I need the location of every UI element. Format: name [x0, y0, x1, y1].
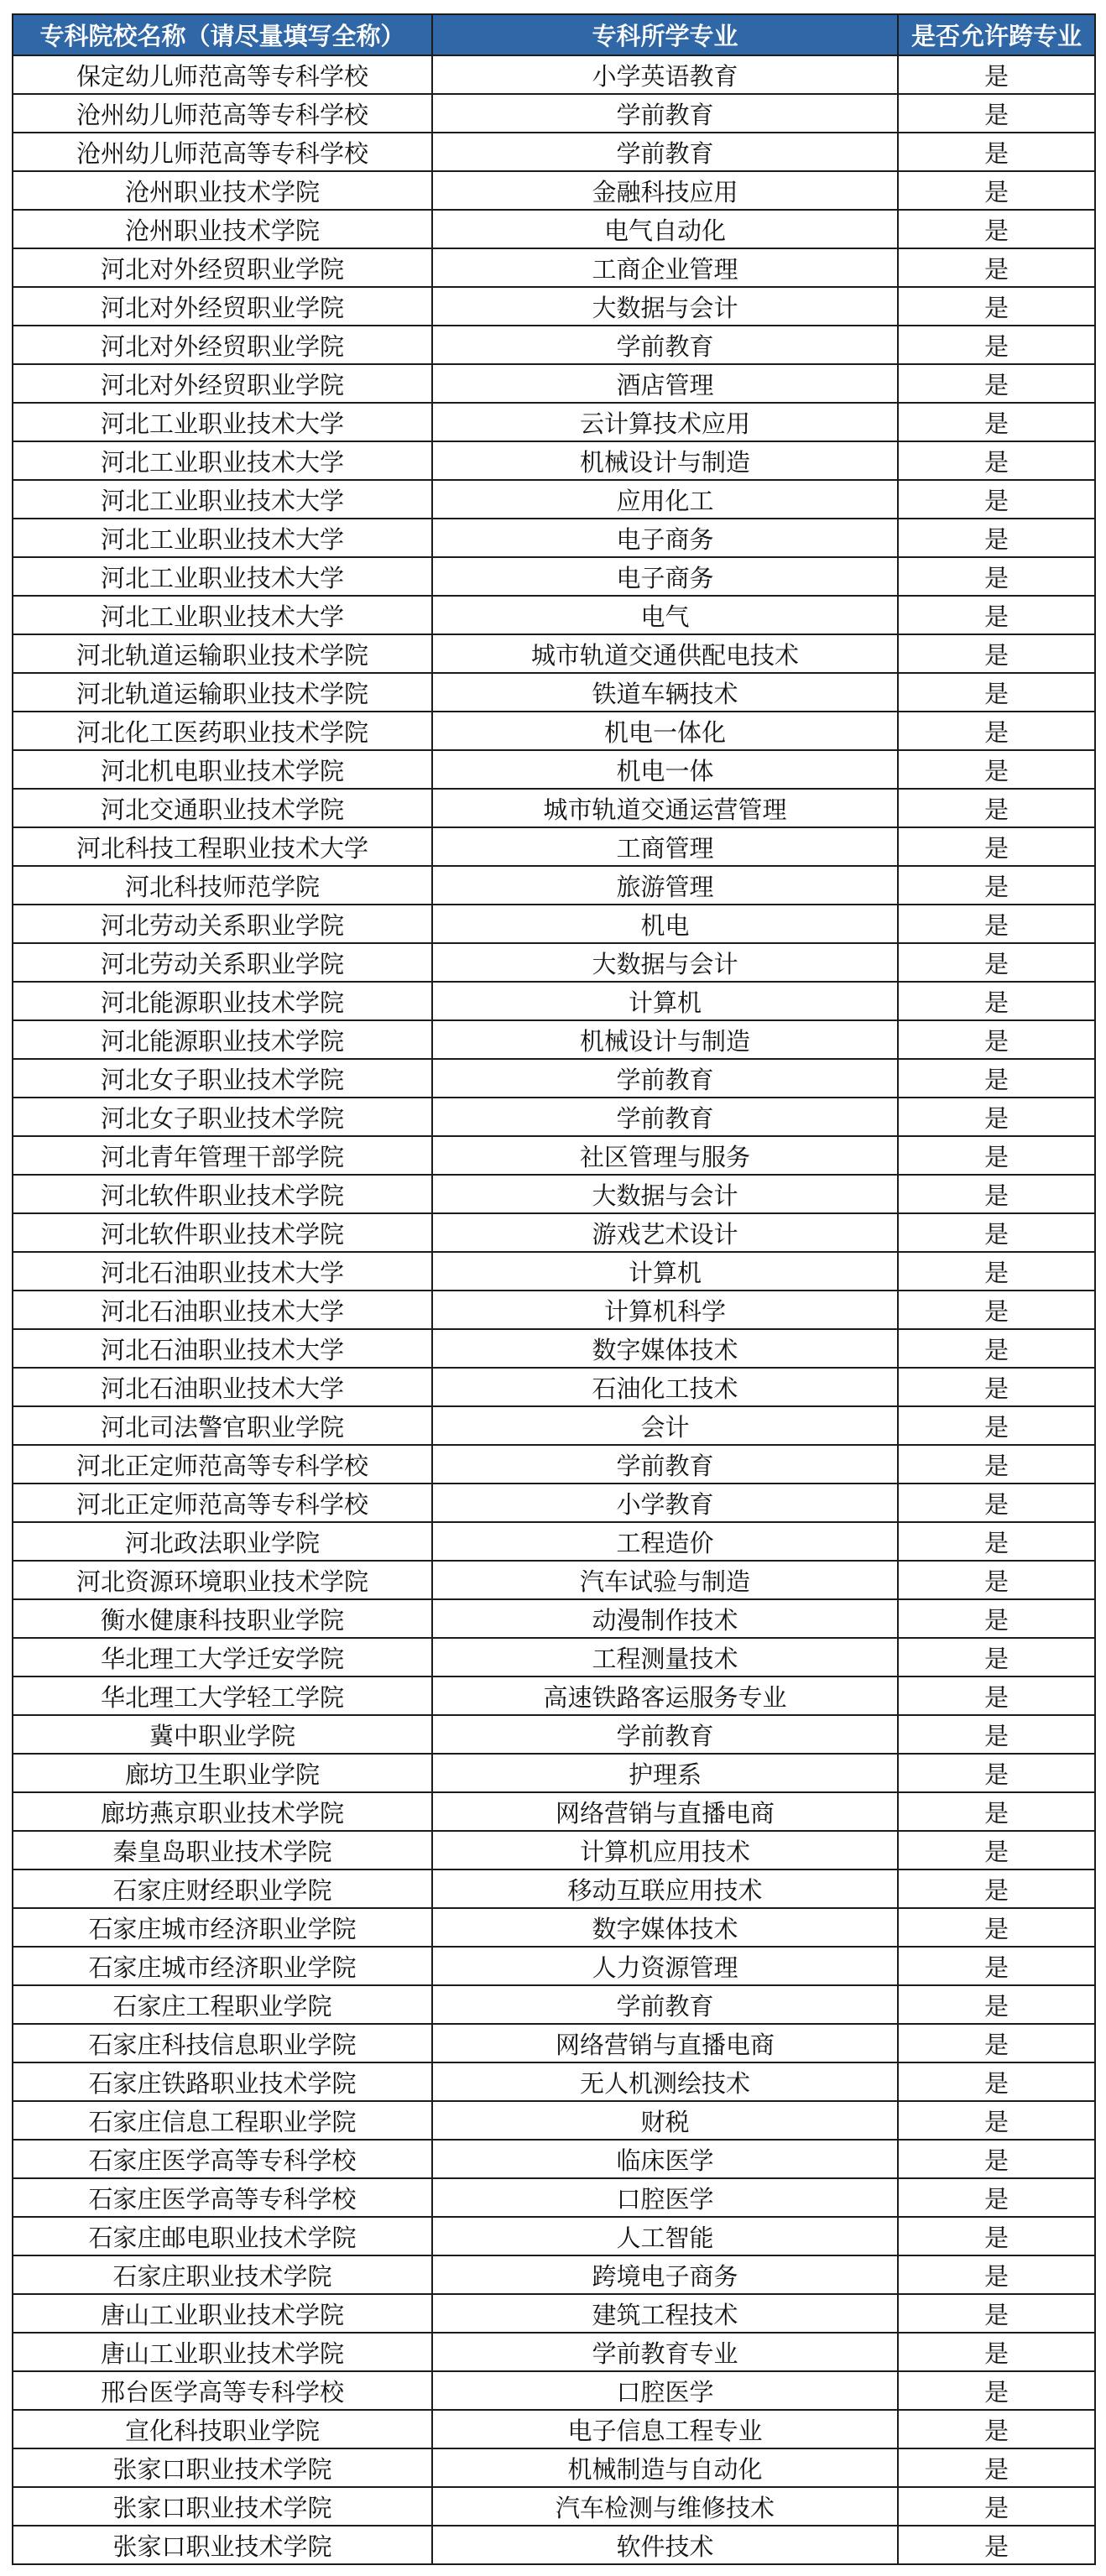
- cell-cross-major[interactable]: 是: [898, 634, 1095, 673]
- cell-major[interactable]: 电气自动化: [432, 210, 898, 248]
- cell-major[interactable]: 酒店管理: [432, 364, 898, 403]
- cell-school-name[interactable]: 河北软件职业技术学院: [13, 1213, 432, 1252]
- cell-cross-major[interactable]: 是: [898, 1484, 1095, 1522]
- cell-cross-major[interactable]: 是: [898, 827, 1095, 866]
- cell-major[interactable]: 学前教育: [432, 94, 898, 133]
- cell-school-name[interactable]: 沧州幼儿师范高等专科学校: [13, 133, 432, 171]
- table-row: [13, 2217, 1095, 2255]
- table-row: [13, 94, 1095, 133]
- cell-school-name[interactable]: 河北软件职业技术学院: [13, 1175, 432, 1213]
- cell-cross-major[interactable]: 是: [898, 1213, 1095, 1252]
- cell-school-name[interactable]: 石家庄职业技术学院: [13, 2255, 432, 2294]
- cell-major[interactable]: 计算机科学: [432, 1291, 898, 1329]
- table-row: [13, 1869, 1095, 1908]
- cell-major[interactable]: 铁道车辆技术: [432, 673, 898, 712]
- cell-cross-major[interactable]: 是: [898, 2448, 1095, 2487]
- table-row: [13, 248, 1095, 287]
- cell-school-name[interactable]: 河北正定师范高等专科学校: [13, 1445, 432, 1484]
- cell-major[interactable]: 计算机: [432, 1252, 898, 1291]
- cell-school-name[interactable]: 河北政法职业学院: [13, 1522, 432, 1561]
- cell-major[interactable]: 机电一体: [432, 750, 898, 789]
- cell-major[interactable]: 城市轨道交通供配电技术: [432, 634, 898, 673]
- cell-cross-major[interactable]: 是: [898, 789, 1095, 827]
- cell-major[interactable]: 学前教育: [432, 326, 898, 364]
- cell-cross-major[interactable]: 是: [898, 1252, 1095, 1291]
- cell-cross-major[interactable]: 是: [898, 1715, 1095, 1754]
- cell-school-name[interactable]: 河北劳动关系职业学院: [13, 905, 432, 943]
- cell-major[interactable]: 城市轨道交通运营管理: [432, 789, 898, 827]
- cell-school-name[interactable]: 沧州幼儿师范高等专科学校: [13, 94, 432, 133]
- cell-major[interactable]: 石油化工技术: [432, 1368, 898, 1406]
- cell-school-name[interactable]: 沧州职业技术学院: [13, 171, 432, 210]
- cell-cross-major[interactable]: 是: [898, 1445, 1095, 1484]
- cell-cross-major[interactable]: 是: [898, 750, 1095, 789]
- cell-cross-major[interactable]: 是: [898, 403, 1095, 441]
- table-row: [13, 1831, 1095, 1869]
- table-row: [13, 750, 1095, 789]
- cell-cross-major[interactable]: 是: [898, 2294, 1095, 2333]
- cell-cross-major[interactable]: 是: [898, 1561, 1095, 1599]
- cell-major[interactable]: 电子商务: [432, 519, 898, 557]
- cell-school-name[interactable]: 石家庄科技信息职业学院: [13, 2024, 432, 2062]
- table-row: [13, 403, 1095, 441]
- cell-major[interactable]: 大数据与会计: [432, 287, 898, 326]
- cell-major[interactable]: 人力资源管理: [432, 1947, 898, 1985]
- table-row: [13, 480, 1095, 519]
- cell-major[interactable]: 动漫制作技术: [432, 1599, 898, 1638]
- cell-cross-major[interactable]: 是: [898, 1754, 1095, 1792]
- table-row: [13, 2526, 1095, 2564]
- cell-school-name[interactable]: 河北石油职业技术大学: [13, 1291, 432, 1329]
- table-row: [13, 1213, 1095, 1252]
- table-row: [13, 673, 1095, 712]
- cell-school-name[interactable]: 廊坊燕京职业技术学院: [13, 1792, 432, 1831]
- cell-school-name[interactable]: 张家口职业技术学院: [13, 2526, 432, 2564]
- cell-cross-major[interactable]: 是: [898, 441, 1095, 480]
- table-row: [13, 1098, 1095, 1136]
- cell-major[interactable]: 机械设计与制造: [432, 441, 898, 480]
- cell-cross-major[interactable]: 是: [898, 2140, 1095, 2178]
- cell-cross-major[interactable]: 是: [898, 2217, 1095, 2255]
- cell-school-name[interactable]: 廊坊卫生职业学院: [13, 1754, 432, 1792]
- cell-major[interactable]: 金融科技应用: [432, 171, 898, 210]
- cell-school-name[interactable]: 张家口职业技术学院: [13, 2487, 432, 2526]
- table-row: [13, 1561, 1095, 1599]
- cell-cross-major[interactable]: 是: [898, 982, 1095, 1020]
- cell-major[interactable]: 学前教育: [432, 1715, 898, 1754]
- cell-cross-major[interactable]: 是: [898, 866, 1095, 905]
- cell-major[interactable]: 小学英语教育: [432, 55, 898, 94]
- table-row: [13, 2140, 1095, 2178]
- cell-school-name[interactable]: 石家庄邮电职业技术学院: [13, 2217, 432, 2255]
- table-row: [13, 441, 1095, 480]
- cell-cross-major[interactable]: 是: [898, 326, 1095, 364]
- cell-school-name[interactable]: 石家庄工程职业学院: [13, 1985, 432, 2024]
- table-body: [13, 55, 1095, 2564]
- cell-school-name[interactable]: 河北能源职业技术学院: [13, 982, 432, 1020]
- cell-cross-major[interactable]: 是: [898, 1406, 1095, 1445]
- cell-major[interactable]: 社区管理与服务: [432, 1136, 898, 1175]
- cell-school-name[interactable]: 石家庄信息工程职业学院: [13, 2101, 432, 2140]
- table-row: [13, 1754, 1095, 1792]
- cell-cross-major[interactable]: 是: [898, 2062, 1095, 2101]
- cell-major[interactable]: 学前教育: [432, 1098, 898, 1136]
- cell-major[interactable]: 学前教育: [432, 1059, 898, 1098]
- cell-cross-major[interactable]: 是: [898, 557, 1095, 596]
- table-row: [13, 1792, 1095, 1831]
- table-row: [13, 1368, 1095, 1406]
- cell-school-name[interactable]: 唐山工业职业技术学院: [13, 2294, 432, 2333]
- table-row: [13, 2487, 1095, 2526]
- cell-major[interactable]: 学前教育专业: [432, 2333, 898, 2371]
- cell-school-name[interactable]: 河北石油职业技术大学: [13, 1329, 432, 1368]
- cell-major[interactable]: 建筑工程技术: [432, 2294, 898, 2333]
- cell-cross-major[interactable]: 是: [898, 2371, 1095, 2410]
- cell-cross-major[interactable]: 是: [898, 1947, 1095, 1985]
- cell-cross-major[interactable]: 是: [898, 2024, 1095, 2062]
- cell-cross-major[interactable]: 是: [898, 1175, 1095, 1213]
- cell-major[interactable]: 机械制造与自动化: [432, 2448, 898, 2487]
- cell-major[interactable]: 游戏艺术设计: [432, 1213, 898, 1252]
- table-row: [13, 2448, 1095, 2487]
- table-row: [13, 2101, 1095, 2140]
- table-row: [13, 1985, 1095, 2024]
- table-row: [13, 2294, 1095, 2333]
- cell-school-name[interactable]: 石家庄铁路职业技术学院: [13, 2062, 432, 2101]
- cell-major[interactable]: 汽车试验与制造: [432, 1561, 898, 1599]
- table-row: [13, 1599, 1095, 1638]
- cell-cross-major[interactable]: 是: [898, 1020, 1095, 1059]
- header-cross-major[interactable]: 是否允许跨专业: [898, 14, 1095, 55]
- cell-school-name[interactable]: 河北工业职业技术大学: [13, 596, 432, 634]
- cell-major[interactable]: 大数据与会计: [432, 1175, 898, 1213]
- cell-major[interactable]: 电子信息工程专业: [432, 2410, 898, 2448]
- table-row: [13, 789, 1095, 827]
- header-row: [13, 14, 1095, 55]
- cell-cross-major[interactable]: 是: [898, 287, 1095, 326]
- cell-major[interactable]: 汽车检测与维修技术: [432, 2487, 898, 2526]
- cell-school-name[interactable]: 河北交通职业技术学院: [13, 789, 432, 827]
- table-row: [13, 557, 1095, 596]
- cell-major[interactable]: 移动互联应用技术: [432, 1869, 898, 1908]
- cell-school-name[interactable]: 邢台医学高等专科学校: [13, 2371, 432, 2410]
- header-school-name[interactable]: 专科院校名称（请尽量填写全称）: [13, 14, 432, 55]
- cell-major[interactable]: 口腔医学: [432, 2371, 898, 2410]
- cell-school-name[interactable]: 华北理工大学轻工学院: [13, 1676, 432, 1715]
- cell-cross-major[interactable]: 是: [898, 1908, 1095, 1947]
- cell-major[interactable]: 人工智能: [432, 2217, 898, 2255]
- cell-school-name[interactable]: 河北轨道运输职业技术学院: [13, 634, 432, 673]
- cell-major[interactable]: 网络营销与直播电商: [432, 1792, 898, 1831]
- cell-school-name[interactable]: 河北对外经贸职业学院: [13, 364, 432, 403]
- cell-school-name[interactable]: 石家庄医学高等专科学校: [13, 2140, 432, 2178]
- cell-cross-major[interactable]: 是: [898, 1676, 1095, 1715]
- table-row: [13, 712, 1095, 750]
- table-row: [13, 2255, 1095, 2294]
- cell-school-name[interactable]: 河北化工医药职业技术学院: [13, 712, 432, 750]
- table-row: [13, 1522, 1095, 1561]
- table-row: [13, 1020, 1095, 1059]
- cell-school-name[interactable]: 河北女子职业技术学院: [13, 1059, 432, 1098]
- cell-major[interactable]: 网络营销与直播电商: [432, 2024, 898, 2062]
- cell-major[interactable]: 机电: [432, 905, 898, 943]
- cell-school-name[interactable]: 石家庄城市经济职业学院: [13, 1947, 432, 1985]
- cell-major[interactable]: 学前教育: [432, 133, 898, 171]
- table-row: [13, 2178, 1095, 2217]
- table-row: [13, 1947, 1095, 1985]
- cell-cross-major[interactable]: 是: [898, 1136, 1095, 1175]
- table-row: [13, 1329, 1095, 1368]
- table-row: [13, 210, 1095, 248]
- table-row: [13, 171, 1095, 210]
- cell-cross-major[interactable]: 是: [898, 133, 1095, 171]
- cell-school-name[interactable]: 河北石油职业技术大学: [13, 1252, 432, 1291]
- cell-cross-major[interactable]: 是: [898, 2178, 1095, 2217]
- cell-school-name[interactable]: 河北科技师范学院: [13, 866, 432, 905]
- cell-school-name[interactable]: 河北正定师范高等专科学校: [13, 1484, 432, 1522]
- cell-cross-major[interactable]: 是: [898, 171, 1095, 210]
- cell-cross-major[interactable]: 是: [898, 1831, 1095, 1869]
- cell-school-name[interactable]: 河北劳动关系职业学院: [13, 943, 432, 982]
- cell-cross-major[interactable]: 是: [898, 2333, 1095, 2371]
- table-row: [13, 943, 1095, 982]
- table-row: [13, 55, 1095, 94]
- table-row: [13, 1059, 1095, 1098]
- table-row: [13, 1676, 1095, 1715]
- table-row: [13, 1175, 1095, 1213]
- cell-major[interactable]: 护理系: [432, 1754, 898, 1792]
- table-row: [13, 596, 1095, 634]
- table-row: [13, 1908, 1095, 1947]
- cell-cross-major[interactable]: 是: [898, 2255, 1095, 2294]
- table-row: [13, 519, 1095, 557]
- cell-cross-major[interactable]: 是: [898, 2101, 1095, 2140]
- cell-major[interactable]: 工程测量技术: [432, 1638, 898, 1676]
- cell-school-name[interactable]: 衡水健康科技职业学院: [13, 1599, 432, 1638]
- table-row: [13, 1252, 1095, 1291]
- spreadsheet: [12, 13, 1094, 2565]
- cell-major[interactable]: 软件技术: [432, 2526, 898, 2564]
- cell-cross-major[interactable]: 是: [898, 712, 1095, 750]
- cell-major[interactable]: 计算机应用技术: [432, 1831, 898, 1869]
- cell-major[interactable]: 财税: [432, 2101, 898, 2140]
- table-row: [13, 905, 1095, 943]
- cell-school-name[interactable]: 河北能源职业技术学院: [13, 1020, 432, 1059]
- cell-major[interactable]: 学前教育: [432, 1445, 898, 1484]
- table-row: [13, 2371, 1095, 2410]
- cell-cross-major[interactable]: 是: [898, 1291, 1095, 1329]
- cell-cross-major[interactable]: 是: [898, 94, 1095, 133]
- cell-cross-major[interactable]: 是: [898, 1098, 1095, 1136]
- cell-major[interactable]: 工商管理: [432, 827, 898, 866]
- cell-cross-major[interactable]: 是: [898, 1329, 1095, 1368]
- cell-school-name[interactable]: 张家口职业技术学院: [13, 2448, 432, 2487]
- table-row: [13, 866, 1095, 905]
- cell-cross-major[interactable]: 是: [898, 1059, 1095, 1098]
- cell-cross-major[interactable]: 是: [898, 1869, 1095, 1908]
- table-row: [13, 1406, 1095, 1445]
- table-row: [13, 1136, 1095, 1175]
- cell-cross-major[interactable]: 是: [898, 943, 1095, 982]
- cell-school-name[interactable]: 石家庄财经职业学院: [13, 1869, 432, 1908]
- cell-major[interactable]: 数字媒体技术: [432, 1329, 898, 1368]
- table-row: [13, 982, 1095, 1020]
- cell-cross-major[interactable]: 是: [898, 2526, 1095, 2564]
- cell-cross-major[interactable]: 是: [898, 519, 1095, 557]
- cell-school-name[interactable]: 河北对外经贸职业学院: [13, 248, 432, 287]
- cell-school-name[interactable]: 河北青年管理干部学院: [13, 1136, 432, 1175]
- table-row: [13, 827, 1095, 866]
- cell-cross-major[interactable]: 是: [898, 1522, 1095, 1561]
- cell-cross-major[interactable]: 是: [898, 364, 1095, 403]
- table-row: [13, 326, 1095, 364]
- cell-major[interactable]: 旅游管理: [432, 866, 898, 905]
- cell-school-name[interactable]: 唐山工业职业技术学院: [13, 2333, 432, 2371]
- cell-major[interactable]: 计算机: [432, 982, 898, 1020]
- cell-school-name[interactable]: 河北工业职业技术大学: [13, 519, 432, 557]
- cell-school-name[interactable]: 华北理工大学迁安学院: [13, 1638, 432, 1676]
- table-row: [13, 2024, 1095, 2062]
- table-row: [13, 1291, 1095, 1329]
- cell-cross-major[interactable]: 是: [898, 1638, 1095, 1676]
- cell-major[interactable]: 机械设计与制造: [432, 1020, 898, 1059]
- cell-major[interactable]: 跨境电子商务: [432, 2255, 898, 2294]
- cell-school-name[interactable]: 河北工业职业技术大学: [13, 557, 432, 596]
- table-header: [13, 14, 1095, 55]
- header-major[interactable]: 专科所学专业: [432, 14, 898, 55]
- cell-cross-major[interactable]: 是: [898, 55, 1095, 94]
- cell-major[interactable]: 电气: [432, 596, 898, 634]
- cell-cross-major[interactable]: 是: [898, 2410, 1095, 2448]
- table-row: [13, 1715, 1095, 1754]
- cell-school-name[interactable]: 河北工业职业技术大学: [13, 441, 432, 480]
- cell-school-name[interactable]: 河北轨道运输职业技术学院: [13, 673, 432, 712]
- cell-major[interactable]: 工商企业管理: [432, 248, 898, 287]
- cell-school-name[interactable]: 秦皇岛职业技术学院: [13, 1831, 432, 1869]
- cell-major[interactable]: 小学教育: [432, 1484, 898, 1522]
- table-row: [13, 1484, 1095, 1522]
- cell-school-name[interactable]: 河北对外经贸职业学院: [13, 287, 432, 326]
- cell-major[interactable]: 机电一体化: [432, 712, 898, 750]
- cell-cross-major[interactable]: 是: [898, 248, 1095, 287]
- cell-major[interactable]: 数字媒体技术: [432, 1908, 898, 1947]
- cell-major[interactable]: 工程造价: [432, 1522, 898, 1561]
- cell-school-name[interactable]: 石家庄医学高等专科学校: [13, 2178, 432, 2217]
- cell-school-name[interactable]: 河北工业职业技术大学: [13, 480, 432, 519]
- cell-cross-major[interactable]: 是: [898, 596, 1095, 634]
- table-row: [13, 1638, 1095, 1676]
- cell-cross-major[interactable]: 是: [898, 1985, 1095, 2024]
- cell-major[interactable]: 电子商务: [432, 557, 898, 596]
- cell-school-name[interactable]: 沧州职业技术学院: [13, 210, 432, 248]
- cell-cross-major[interactable]: 是: [898, 905, 1095, 943]
- cell-school-name[interactable]: 宣化科技职业学院: [13, 2410, 432, 2448]
- cell-school-name[interactable]: 河北机电职业技术学院: [13, 750, 432, 789]
- table-row: [13, 2333, 1095, 2371]
- table-row: [13, 133, 1095, 171]
- cell-school-name[interactable]: 保定幼儿师范高等专科学校: [13, 55, 432, 94]
- cell-school-name[interactable]: 河北对外经贸职业学院: [13, 326, 432, 364]
- table-row: [13, 287, 1095, 326]
- cell-cross-major[interactable]: 是: [898, 1368, 1095, 1406]
- table-row: [13, 2410, 1095, 2448]
- cell-school-name[interactable]: 河北工业职业技术大学: [13, 403, 432, 441]
- cell-cross-major[interactable]: 是: [898, 2487, 1095, 2526]
- table-row: [13, 1445, 1095, 1484]
- cell-school-name[interactable]: 河北司法警官职业学院: [13, 1406, 432, 1445]
- cell-cross-major[interactable]: 是: [898, 480, 1095, 519]
- cell-major[interactable]: 大数据与会计: [432, 943, 898, 982]
- cell-major[interactable]: 学前教育: [432, 1985, 898, 2024]
- table-row: [13, 2062, 1095, 2101]
- cell-major[interactable]: 云计算技术应用: [432, 403, 898, 441]
- cell-school-name[interactable]: 冀中职业学院: [13, 1715, 432, 1754]
- school-major-table: [12, 13, 1096, 2565]
- cell-major[interactable]: 高速铁路客运服务专业: [432, 1676, 898, 1715]
- table-row: [13, 364, 1095, 403]
- cell-cross-major[interactable]: 是: [898, 1792, 1095, 1831]
- cell-cross-major[interactable]: 是: [898, 210, 1095, 248]
- cell-school-name[interactable]: 河北科技工程职业技术大学: [13, 827, 432, 866]
- cell-school-name[interactable]: 石家庄城市经济职业学院: [13, 1908, 432, 1947]
- cell-major[interactable]: 无人机测绘技术: [432, 2062, 898, 2101]
- cell-major[interactable]: 临床医学: [432, 2140, 898, 2178]
- cell-school-name[interactable]: 河北资源环境职业技术学院: [13, 1561, 432, 1599]
- cell-major[interactable]: 应用化工: [432, 480, 898, 519]
- cell-major[interactable]: 口腔医学: [432, 2178, 898, 2217]
- cell-school-name[interactable]: 河北女子职业技术学院: [13, 1098, 432, 1136]
- table-row: [13, 634, 1095, 673]
- cell-major[interactable]: 会计: [432, 1406, 898, 1445]
- cell-cross-major[interactable]: 是: [898, 673, 1095, 712]
- cell-cross-major[interactable]: 是: [898, 1599, 1095, 1638]
- cell-school-name[interactable]: 河北石油职业技术大学: [13, 1368, 432, 1406]
